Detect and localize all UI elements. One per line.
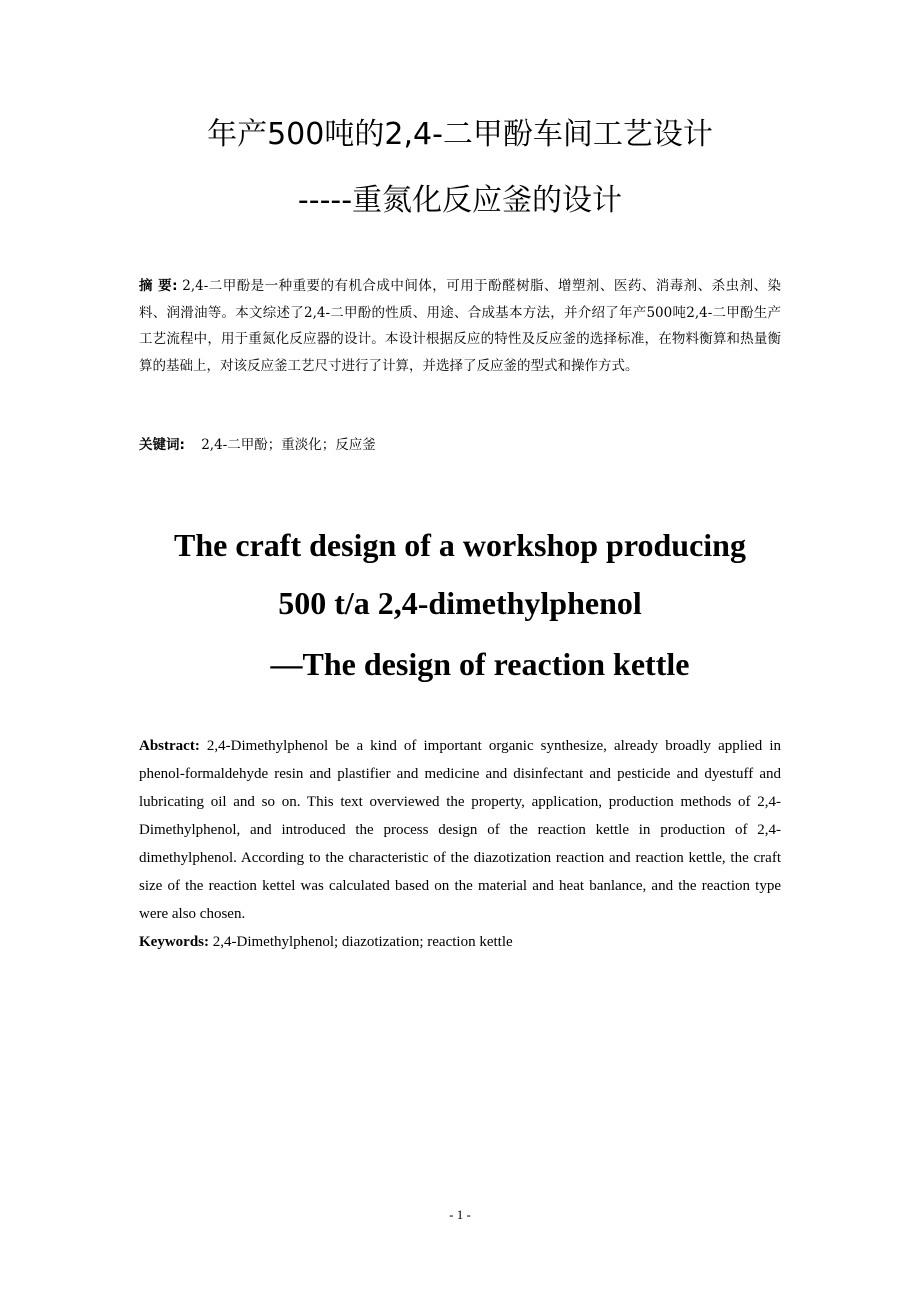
english-abstract-label: Abstract:: [139, 738, 200, 754]
english-keywords-label: Keywords:: [139, 934, 209, 950]
page-number: - 1 -: [449, 1207, 471, 1222]
english-title-line-2: 500 t/a 2,4-dimethylphenol: [278, 585, 642, 621]
chinese-keywords-text: 2,4-二甲酚；重淡化；反应釜: [201, 437, 376, 453]
chinese-abstract-label: 摘 要:: [139, 278, 178, 294]
english-keywords: [139, 928, 781, 956]
chinese-abstract-text: 2,4-二甲酚是一种重要的有机合成中间体，可用于酚醛树脂、增塑剂、医药、消毒剂、杀虫剂、染料、润滑油等。本文综述了2,4-二甲酚的性质、用途、合成基本方法，并介绍了年产500吨2,4-二甲酚生产工艺流程中，用于重氮化反应器的设计。本设计根据反应的特性及反应釜的选择标准，在物料衡算和热量衡算的基础上，对该反应釜工艺尺寸进行了计算，并选择了反应釜的型式和操作方式。: [139, 278, 782, 374]
english-abstract: [139, 732, 781, 928]
english-title-line-1: The craft design of a workshop producing: [174, 527, 746, 563]
chinese-abstract: [139, 273, 781, 379]
english-subtitle-line-3: —The design of reaction kettle: [270, 646, 690, 682]
chinese-subtitle-line-2: -----重氮化反应釜的设计: [297, 183, 623, 218]
chinese-keywords-label: 关键词:: [139, 437, 185, 453]
english-keywords-text: 2,4-Dimethylphenol; diazotization; reaction kettle: [212, 934, 513, 950]
chinese-keywords: [139, 432, 781, 458]
english-abstract-text: 2,4-Dimethylphenol be a kind of important organic synthesize, already broadly applied in phenol-formaldehyde resin and plastifier and medicine and disinfectant and pesticide and dyestuff and lubricating oil and so on. This text overviewed the property, application, production methods of 2,4-Dimethylphenol, and introduced the process design of the reaction kettle in production of 2,4-dimethylphenol. According to the characteristic of the diazotization reaction and reaction kettle, the craft size of the reaction kettel was calculated based on the material and heat banlance, and the reaction type were also chosen.: [139, 738, 781, 922]
chinese-title-line-1: 年产500吨的2,4-二甲酚车间工艺设计: [207, 117, 713, 152]
